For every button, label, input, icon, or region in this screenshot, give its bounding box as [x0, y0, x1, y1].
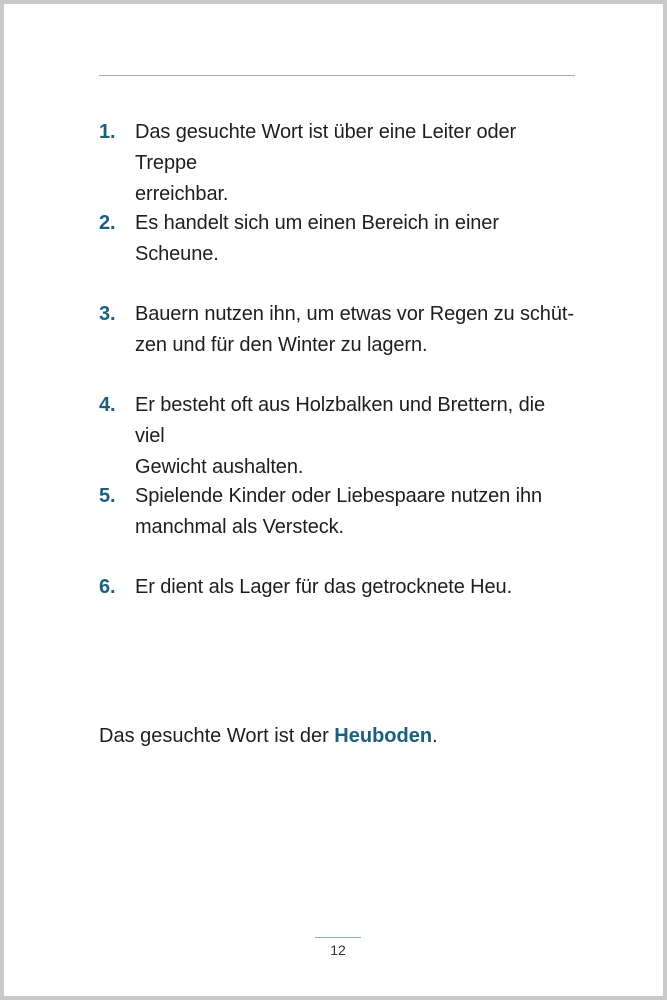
- clue-number: 5.: [99, 485, 116, 507]
- clue-number: 6.: [99, 576, 116, 598]
- answer-suffix: .: [432, 725, 438, 747]
- clue-number: 3.: [99, 303, 116, 325]
- clue-text-line: zen und für den Winter zu lagern.: [135, 334, 428, 356]
- clue-text-line: Er dient als Lager für das getrocknete Heu.: [135, 576, 513, 598]
- clue-number: 4.: [99, 394, 116, 416]
- clue-text-line: Gewicht aushalten.: [135, 456, 304, 478]
- clue-text-line: Spielende Kinder oder Liebespaare nutzen ihn: [135, 485, 543, 507]
- answer-sentence: [99, 721, 438, 752]
- answer-prefix: Das gesuchte Wort ist der: [99, 725, 335, 747]
- top-divider: [99, 75, 575, 76]
- clue-list: [99, 117, 579, 632]
- clue-item: [99, 390, 579, 478]
- clue-item: [99, 208, 579, 270]
- clue-item: [99, 481, 579, 543]
- clue-text-line: Es handelt sich um einen Bereich in einer: [135, 212, 499, 234]
- clue-item: [99, 299, 579, 361]
- page-number: 12: [330, 942, 346, 958]
- clue-text-line: erreichbar.: [135, 183, 229, 205]
- clue-text-line: manchmal als Versteck.: [135, 516, 344, 538]
- clue-text-line: Er besteht oft aus Holzbalken und Brettern, die viel: [135, 394, 545, 447]
- clue-text-line: Bauern nutzen ihn, um etwas vor Regen zu schüt-: [135, 303, 574, 325]
- clue-text-line: Scheune.: [135, 243, 219, 265]
- clue-number: 1.: [99, 121, 116, 143]
- clue-number: 2.: [99, 212, 116, 234]
- answer-word: Heuboden: [334, 725, 433, 747]
- footer-divider: [315, 937, 361, 938]
- clue-text-line: Das gesuchte Wort ist über eine Leiter oder Treppe: [135, 121, 517, 174]
- clue-item: [99, 572, 579, 603]
- clue-item: [99, 117, 579, 205]
